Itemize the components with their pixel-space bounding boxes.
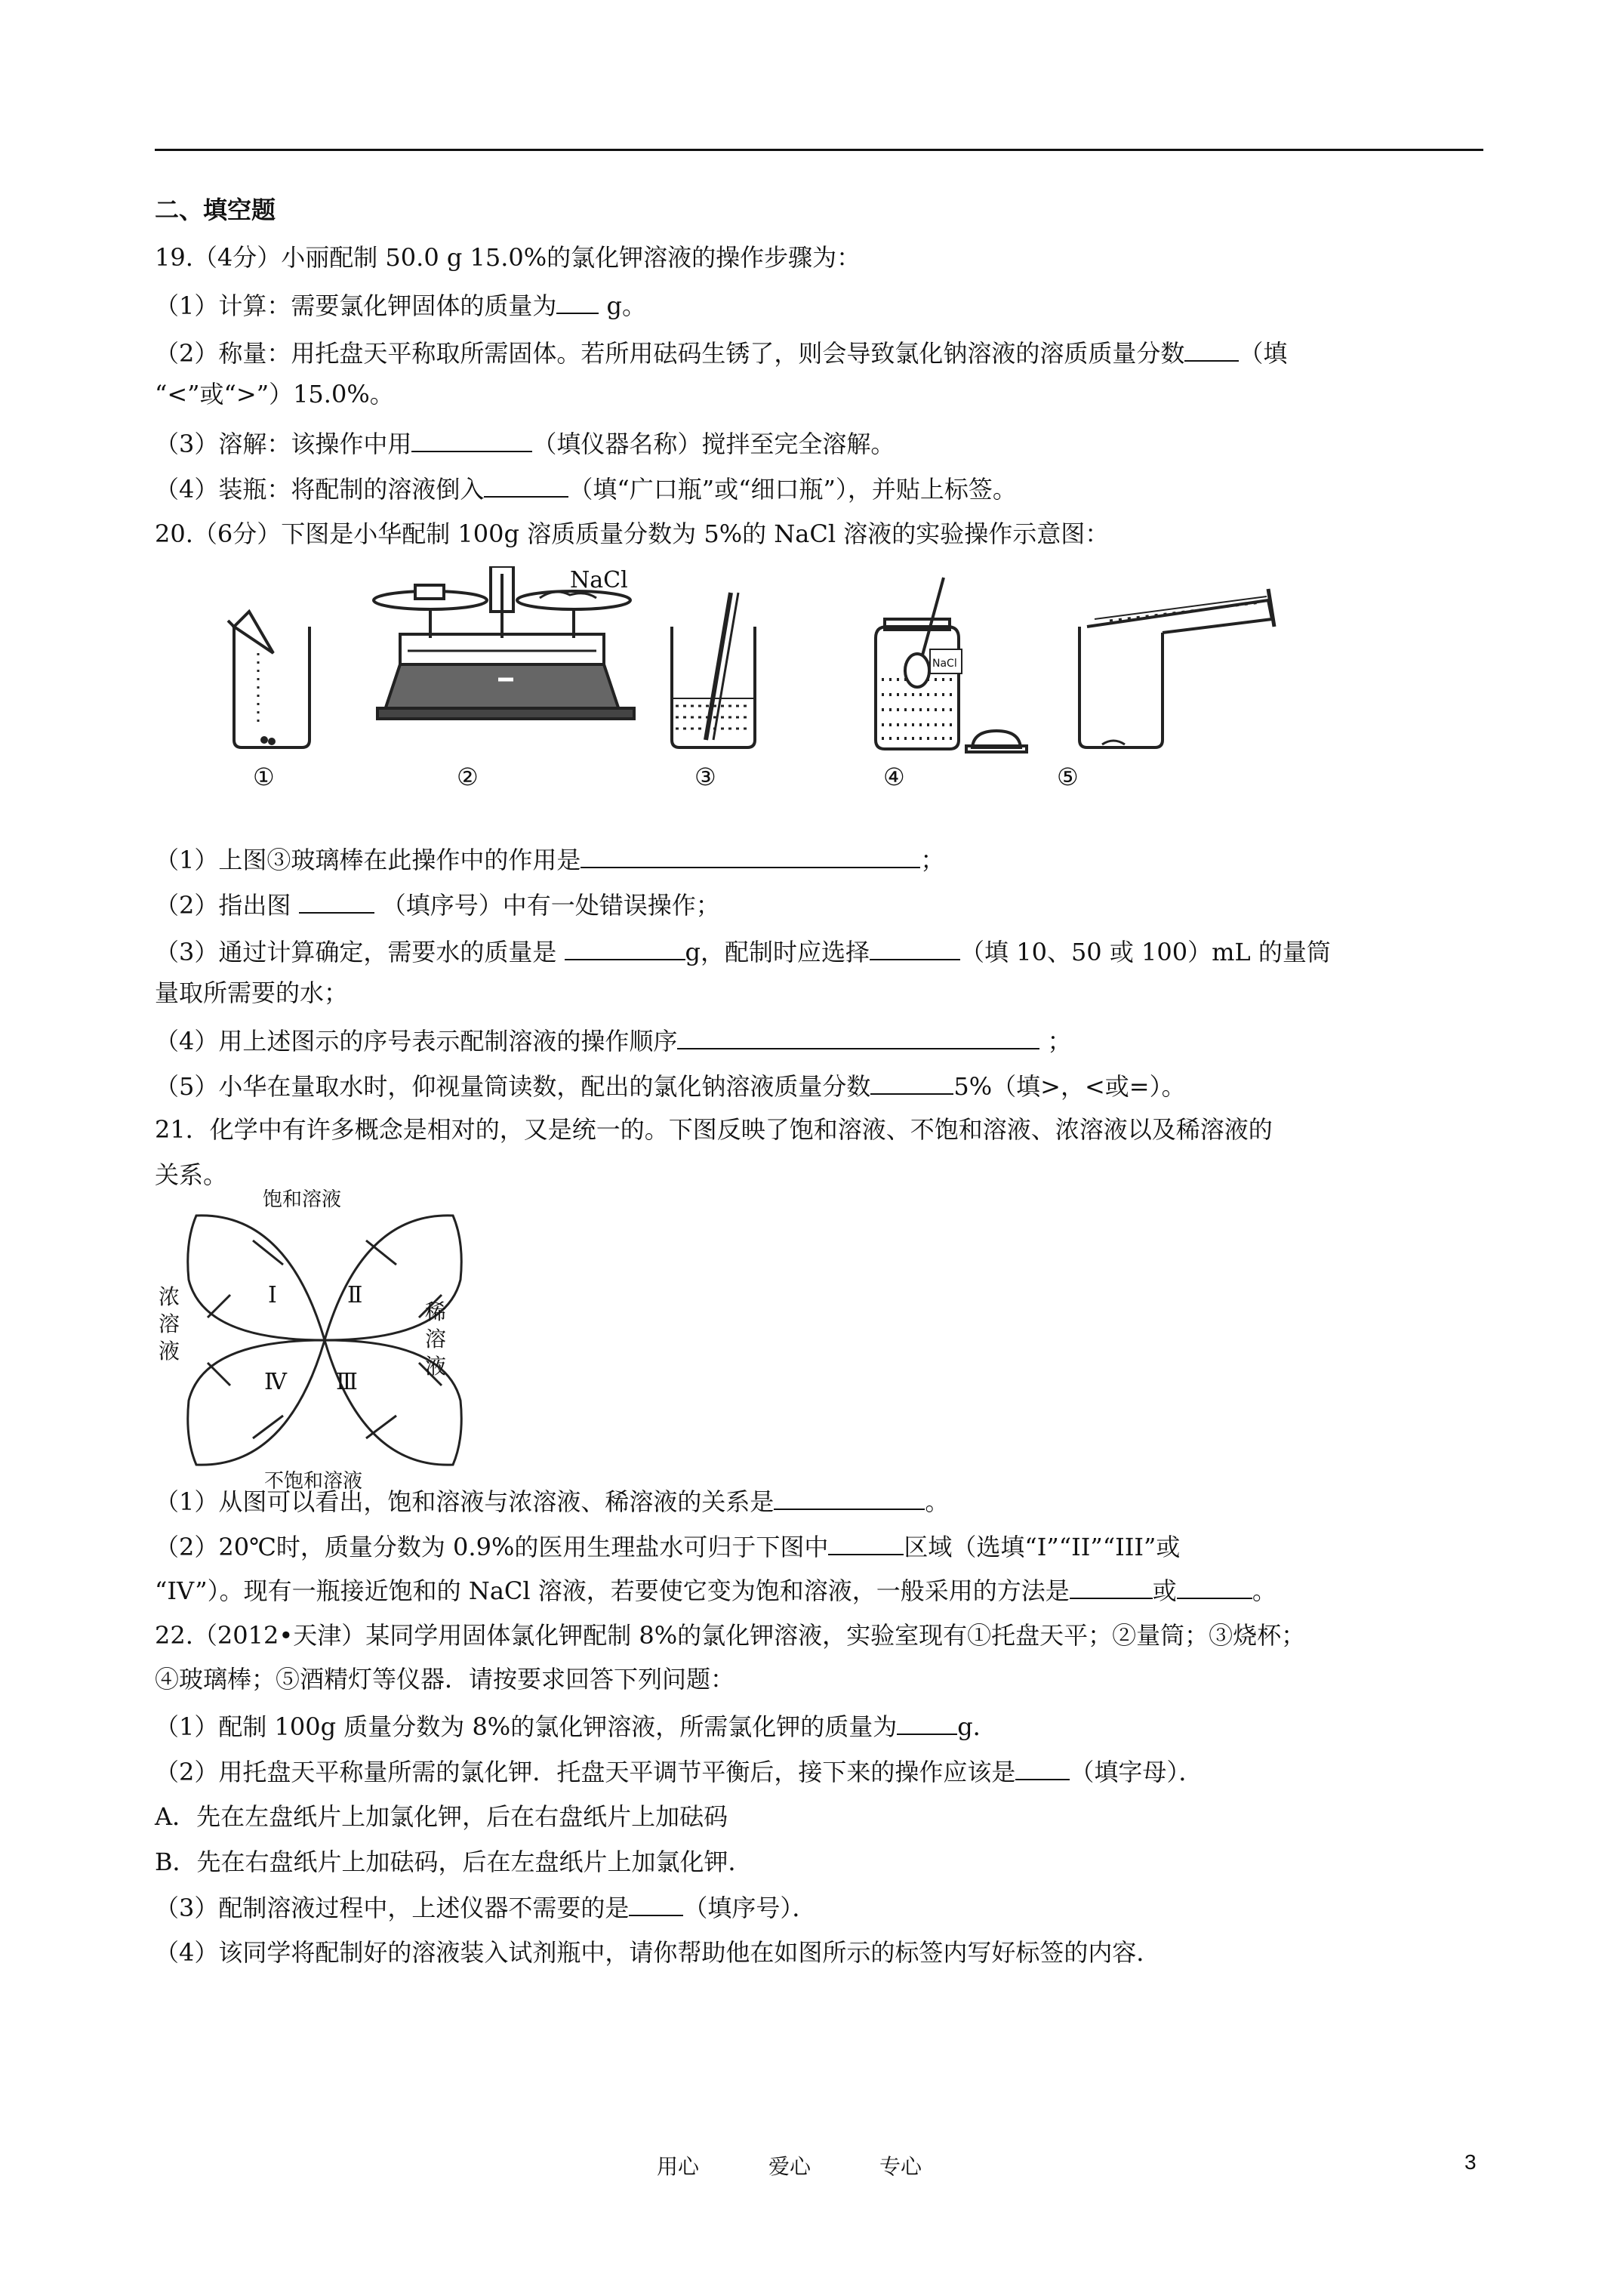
figure-label-1: ① — [253, 763, 275, 791]
nacl-label: NaCl — [570, 567, 628, 593]
q19-part2-cont: “<”或“>”）15.0%。 — [155, 380, 394, 408]
answer-blank[interactable] — [556, 290, 599, 314]
q21-part2: （2）20℃时，质量分数为 0.9%的医用生理盐水可归于下图中 区域（选填“I”“II”“III”或 — [155, 1533, 1181, 1561]
q22-option-b: B．先在右盘纸片上加砝码，后在左盘纸片上加氯化钾． — [155, 1848, 753, 1876]
q21-part1: （1）从图可以看出，饱和溶液与浓溶液、稀溶液的关系是 。 — [155, 1487, 950, 1516]
answer-blank[interactable] — [581, 844, 920, 868]
answer-blank[interactable] — [1015, 1756, 1070, 1780]
region-3: Ⅲ — [336, 1369, 358, 1395]
header-rule — [155, 149, 1483, 151]
answer-blank[interactable] — [828, 1531, 904, 1555]
q19-part2: （2）称量：用托盘天平称取所需固体。若所用砝码生锈了，则会导致氯化钠溶液的溶质质量分数 （填 — [155, 339, 1288, 368]
q20-part3-cont: 量取所需要的水； — [155, 978, 349, 1007]
q19-part4: （4）装瓶：将配制的溶液倒入 （填“广口瓶”或“细口瓶”），并贴上标签。 — [155, 475, 1017, 504]
label-concentrated: 浓溶液 — [159, 1284, 180, 1364]
q22-part3: （3）配制溶液过程中，上述仪器不需要的是 （填序号）． — [155, 1894, 817, 1922]
beaker-1-figure — [228, 612, 310, 747]
figure-label-5: ⑤ — [1057, 763, 1079, 791]
q20-part5: （5）小华在量取水时，仰视量筒读数，配出的氯化钠溶液质量分数 5%（填>，<或=）。 — [155, 1072, 1186, 1101]
answer-blank[interactable] — [774, 1486, 925, 1510]
figure-label-4: ④ — [883, 763, 905, 791]
q22-stem-2: ④玻璃棒；⑤酒精灯等仪器．请按要求回答下列问题： — [155, 1665, 735, 1693]
figure-label-3: ③ — [694, 763, 716, 791]
q20-part4: （4）用上述图示的序号表示配制溶液的操作顺序 ； — [155, 1027, 1072, 1056]
figure-label-2: ② — [457, 763, 479, 791]
page-number: 3 — [1464, 2150, 1477, 2174]
label-unsaturated: 不饱和溶液 — [264, 1470, 363, 1491]
answer-blank[interactable] — [629, 1892, 683, 1916]
q20-experiment-figure — [211, 566, 1283, 793]
region-2: Ⅱ — [347, 1282, 363, 1308]
q20-part1: （1）上图③玻璃棒在此操作中的作用是 ； — [155, 846, 945, 874]
q22-part4: （4）该同学将配制好的溶液装入试剂瓶中，请你帮助他在如图所示的标签内写好标签的内容． — [155, 1938, 1161, 1967]
answer-blank[interactable] — [870, 1071, 953, 1095]
region-4: Ⅳ — [264, 1369, 287, 1395]
q19-part1: （1）计算：需要氯化钾固体的质量为 g。 — [155, 291, 647, 320]
section-title: 二、填空题 — [155, 196, 276, 224]
answer-blank[interactable] — [565, 936, 685, 960]
answer-blank[interactable] — [1177, 1575, 1252, 1599]
footer-motto-1: 用心 — [657, 2154, 700, 2179]
label-saturated: 饱和溶液 — [263, 1189, 342, 1211]
q20-stem: 20.（6分）下图是小华配制 100g 溶质质量分数为 5%的 NaCl 溶液的实验操作示意图： — [155, 519, 1110, 548]
q19-part3: （3）溶解：该操作中用 （填仪器名称）搅拌至完全溶解。 — [155, 430, 895, 458]
q22-stem-1: 22.（2012•天津）某同学用固体氯化钾配制 8%的氯化钾溶液，实验室现有①托盘天平；②量筒；③烧杯； — [155, 1621, 1306, 1650]
answer-blank[interactable] — [870, 936, 960, 960]
q20-part2: （2）指出图 （填序号）中有一处错误操作； — [155, 891, 720, 920]
region-1: Ⅰ — [268, 1282, 277, 1308]
q22-part2: （2）用托盘天平称量所需的氯化钾．托盘天平调节平衡后，接下来的操作应该是 （填字母）． — [155, 1758, 1203, 1786]
q21-part2-cont: “IV”）。现有一瓶接近饱和的 NaCl 溶液，若要使它变为饱和溶液，一般采用的方法是 或 。 — [155, 1576, 1277, 1605]
label-dilute: 稀溶液 — [425, 1299, 447, 1379]
answer-blank[interactable] — [677, 1025, 1039, 1049]
beaker-3-figure — [672, 593, 755, 747]
beaker-5-figure — [1079, 589, 1274, 747]
answer-blank[interactable] — [484, 473, 568, 498]
q19-stem: 19.（4分）小丽配制 50.0 g 15.0%的氯化钾溶液的操作步骤为： — [155, 243, 861, 272]
q20-part3: （3）通过计算确定，需要水的质量是 g，配制时应选择 （填 10、50 或 100）mL 的量筒 — [155, 938, 1331, 966]
answer-blank[interactable] — [1184, 337, 1239, 362]
answer-blank[interactable] — [1070, 1575, 1153, 1599]
answer-blank[interactable] — [299, 889, 374, 914]
q22-option-a: A．先在左盘纸片上加氯化钾，后在右盘纸片上加砝码 — [155, 1802, 728, 1831]
answer-blank[interactable] — [897, 1711, 957, 1735]
jar-label: NaCl — [932, 658, 957, 670]
q21-stem-2: 关系。 — [155, 1160, 228, 1189]
footer-motto-2: 爱心 — [768, 2154, 812, 2179]
q22-part1: （1）配制 100g 质量分数为 8%的氯化钾溶液，所需氯化钾的质量为 g． — [155, 1712, 997, 1741]
q21-stem-1: 21．化学中有许多概念是相对的，又是统一的。下图反映了饱和溶液、不饱和溶液、浓溶液以及稀溶液的 — [155, 1115, 1273, 1144]
footer-motto-3: 专心 — [879, 2154, 922, 2179]
answer-blank[interactable] — [411, 428, 532, 452]
